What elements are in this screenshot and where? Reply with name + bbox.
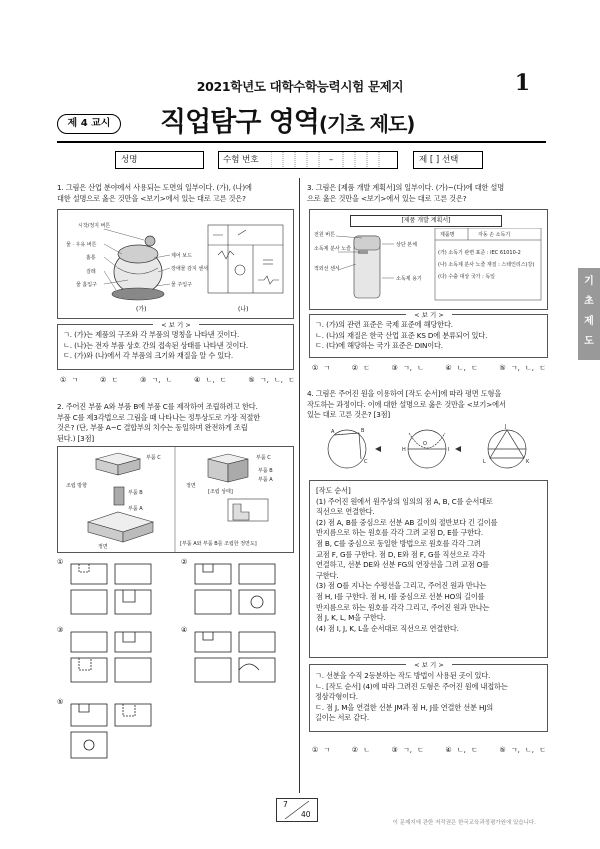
q2-choice-mark[interactable]: ② xyxy=(181,558,188,566)
q4-order-line: 직선으로 연결한다. xyxy=(316,507,375,517)
page-number: 1 xyxy=(514,70,530,96)
q2-choice-mark[interactable]: ④ xyxy=(181,626,188,634)
q3-figure-box xyxy=(309,209,548,310)
circuit-diagram xyxy=(208,225,283,293)
q3-table-row: (나) 소독제 분사 노즐 재질 : 스테인리스(강) xyxy=(438,262,535,268)
svg-text:H: H xyxy=(402,447,406,453)
q1-bogi-item: ㄴ. (나)는 전자 부품 상호 간의 접속된 상태를 나타낸 것이다. xyxy=(63,340,249,350)
q1-fig-label: 물 흡입구 xyxy=(76,282,97,288)
q4-order-line: 구한다. xyxy=(316,570,339,580)
name-label: 성명 xyxy=(121,155,138,165)
svg-text:C: C xyxy=(364,459,368,465)
q4-order-line: 점 B, C를 중심으로 동일한 방법으로 원호를 각각 그려 xyxy=(316,538,481,548)
header-rule xyxy=(57,141,546,143)
q2-choice-4-drawing[interactable] xyxy=(193,630,281,684)
q1-fig-label: 홈통 xyxy=(86,255,96,261)
q4-order-line: 교점 F, G를 구한다. 점 D, E와 점 F, G를 직선으로 각각 xyxy=(316,549,486,559)
q4-option[interactable]: ② ㄴ xyxy=(351,746,370,754)
q2-fig-label: [부품 A와 부품 B를 조립한 정면도] xyxy=(180,541,257,547)
selection-field[interactable] xyxy=(413,151,483,169)
q4-construction-figure xyxy=(309,423,546,475)
subject-title xyxy=(160,100,414,139)
copyright-notice: 이 문제지에 관한 저작권은 한국교육과정평가원에 있습니다. xyxy=(392,820,536,826)
q1-option[interactable]: ⑤ ㄱ, ㄴ, ㄷ xyxy=(248,376,295,384)
q1-bogi-box xyxy=(57,321,294,370)
q3-table-row: (다) 수출 대상 국가 : 독일 xyxy=(438,274,496,280)
q3-options xyxy=(312,363,546,373)
q4-stem-line: 4. 그림은 주어진 원을 이용하여 [작도 순서]에 따라 평면 도형을 xyxy=(307,389,502,398)
q3-stem-line: 3. 그림은 [제품 개발 계획서]의 일부이다. (가)~(다)에 대한 설명 xyxy=(307,183,505,192)
q1-bogi-item: ㄱ. (가)는 제품의 구조와 각 부품의 명칭을 나타낸 것이다. xyxy=(63,330,240,339)
q2-choice-3-drawing[interactable] xyxy=(69,630,157,684)
q4-bogi-item: ㄱ. 선분을 수직 2등분하는 작도 방법이 사용된 곳이 있다. xyxy=(315,671,491,680)
q3-bogi-box xyxy=(309,311,548,358)
footer-page-total: 40 xyxy=(301,810,311,819)
footer-page-current: 7 xyxy=(283,800,288,809)
q2-fig-label: 정면 xyxy=(98,544,108,550)
exploded-parts-drawing xyxy=(88,453,153,542)
q1-fig-label: 물 주입구 xyxy=(171,282,192,288)
q4-stem-line: 있는 대로 고른 것은? [3점] xyxy=(307,410,391,420)
q3-table-header: 제품명 xyxy=(440,232,455,238)
q4-order-title: [작도 순서] xyxy=(316,486,351,495)
svg-text:I: I xyxy=(448,447,450,453)
q1-bogi-list xyxy=(63,330,291,362)
q4-option[interactable]: ① ㄱ xyxy=(312,746,331,754)
q1-options xyxy=(60,375,295,385)
side-tab-char: 도 xyxy=(584,336,594,347)
q3-fig-label: 전원 버튼 xyxy=(314,232,335,238)
q3-plan-title: [제품 개발 계획서] xyxy=(350,215,502,227)
q4-bogi-item: 길이는 서로 같다. xyxy=(315,713,369,723)
q2-figure xyxy=(58,447,293,552)
subject-name: 직업탐구 영역 xyxy=(160,107,319,138)
q4-order-line: (1) 주어진 원에서 원주상의 임의의 점 A, B, C를 순서대로 xyxy=(316,496,493,506)
side-tab-char: 기 xyxy=(584,276,594,287)
q2-choice-1-drawing[interactable] xyxy=(69,562,157,616)
q2-fig-label: 부품 C xyxy=(146,455,161,461)
q4-order-line: (2) 점 A, B를 중심으로 선분 AB 길이의 절반보다 긴 길이를 xyxy=(316,517,498,527)
q2-figure-box xyxy=(57,446,294,553)
q2-stem-line: 된다.) [3점] xyxy=(57,433,95,443)
exam-number-label: 수험 번호 xyxy=(223,155,259,165)
q1-bogi-title: < 보 기 > xyxy=(153,320,199,329)
column-divider xyxy=(299,178,300,793)
q1-label-ga: (가) xyxy=(136,306,147,313)
q3-fig-label: 적외선 센서 xyxy=(314,266,340,272)
q2-fig-label: 정면 xyxy=(186,483,196,489)
assembled-parts-drawing xyxy=(208,454,268,521)
q4-bogi-title: < 보 기 > xyxy=(406,660,452,669)
q4-order-box xyxy=(309,480,548,658)
q3-bogi-list xyxy=(315,320,545,352)
q4-order-line: 반지름으로 하는 원호를 각각 그리고, 주어진 원과 만나는 xyxy=(316,602,490,612)
q2-choice-mark[interactable]: ③ xyxy=(57,626,64,634)
q1-figure-box xyxy=(57,209,294,319)
side-tab-char: 제 xyxy=(584,316,594,327)
q1-bogi-item: ㄷ. (가)와 (나)에서 각 부품의 크기와 재질을 알 수 있다. xyxy=(63,351,233,361)
q4-bogi-item: ㄴ. [작도 순서] (4)에 따라 그려진 도형은 주어진 원에 내접하는 xyxy=(315,681,508,691)
q3-bogi-item: ㄱ. (가)의 관련 표준은 국제 표준에 해당한다. xyxy=(315,320,453,329)
q4-order-line: 연결하고, 선분 DE와 선분 FG의 연장선을 그려 교점 O를 xyxy=(316,560,489,570)
q3-bogi-item: ㄷ. (다)에 해당하는 국가 표준은 DIN이다. xyxy=(315,341,443,351)
q3-bogi-title: < 보 기 > xyxy=(406,310,452,319)
q2-stem-line: 2. 주어진 부품 A와 부품 B에 부품 C를 제작하여 조립하려고 한다. xyxy=(57,402,258,411)
q1-stem-line: 대한 설명으로 옳은 것만을 <보기>에서 있는 대로 고른 것은? xyxy=(57,193,246,203)
q1-stem xyxy=(57,183,293,204)
q4-order-line: 점 J, K, L, M을 구한다. xyxy=(316,613,386,623)
q1-figure xyxy=(58,210,293,318)
q3-figure xyxy=(310,228,547,308)
q1-fig-label: 장애물 감지 센서 xyxy=(171,266,208,272)
svg-text:L: L xyxy=(483,459,486,465)
q1-option[interactable]: ④ ㄴ, ㄷ xyxy=(194,376,227,384)
svg-text:J: J xyxy=(505,424,507,430)
q4-option[interactable]: ⑤ ㄱ, ㄴ, ㄷ xyxy=(499,746,546,754)
q1-option[interactable]: ① ㄱ xyxy=(60,376,79,384)
q4-stem xyxy=(307,389,547,421)
q2-stem-line: 부품 C를 제3각법으로 그림을 때 나타나는 정투상도로 가장 적절한 xyxy=(57,412,260,422)
q2-fig-label: 조립 방향 xyxy=(66,483,87,489)
q3-stem-line: 으로 옳은 것만을 <보기>에서 있는 대로 고른 것은? xyxy=(307,193,467,203)
q4-order-line: 반지름으로 하는 원호를 각각 그려 교점 D, E를 구한다. xyxy=(316,528,483,538)
q4-order-line: 점 H, I를 구한다. 점 H, I를 중심으로 선분 HO의 길이를 xyxy=(316,591,485,601)
q3-fig-label: 소독제 용기 xyxy=(396,276,422,282)
q3-table-row: (가) 소독기 관련 표준 : IEC 61010-2 xyxy=(438,250,521,256)
q4-option[interactable]: ③ ㄱ, ㄷ xyxy=(391,746,424,754)
q3-fig-label: 상단 본체 xyxy=(396,242,417,248)
q2-fig-label: 부품 A xyxy=(128,506,143,512)
q4-order-line: (3) 점 O를 지나는 수평선을 그리고, 주어진 원과 만나는 xyxy=(316,581,487,591)
q3-option[interactable]: ④ ㄴ, ㄷ xyxy=(445,364,478,372)
q2-choice-2-drawing[interactable] xyxy=(193,562,281,616)
q1-option[interactable]: ② ㄷ xyxy=(99,376,119,384)
svg-text:A: A xyxy=(331,429,335,435)
side-tab-char: 초 xyxy=(584,296,594,307)
q4-bogi-box xyxy=(309,661,548,732)
q3-option[interactable]: ② ㄷ xyxy=(351,364,370,372)
exam-number-dash: – xyxy=(329,155,334,165)
q3-option[interactable]: ① ㄱ xyxy=(312,364,331,372)
q4-bogi-list xyxy=(315,671,545,724)
q2-stem xyxy=(57,402,293,444)
subject-subtitle: (기초 제도) xyxy=(318,112,415,136)
q1-option[interactable]: ③ ㄱ, ㄴ xyxy=(139,376,173,384)
q2-stem-line: 것은? (단, 부품 A~C 결합부의 치수는 동일하며 완전하게 조립 xyxy=(57,423,248,433)
subject-side-tab xyxy=(578,268,600,360)
q2-choice-mark[interactable]: ① xyxy=(57,558,64,566)
q1-fig-label: 시작/정지 버튼 xyxy=(78,223,111,229)
q3-fig-label: 소독제 분사 노즐 xyxy=(314,246,351,252)
q4-bogi-item: ㄷ. 점 J, M을 연결한 선분 JM과 점 H, J를 연결한 선분 HJ의 xyxy=(315,702,493,712)
q2-fig-label: 부품 B xyxy=(258,468,273,474)
period-badge: 제 4 교시 xyxy=(57,114,121,134)
mop-robot-drawing xyxy=(104,229,170,300)
q1-fig-label: 물 · 우유 버튼 xyxy=(66,242,97,248)
q1-fig-label: 걸레 xyxy=(86,269,96,275)
svg-text:O: O xyxy=(423,441,427,447)
footer-page-counter xyxy=(276,798,318,822)
q2-choice-5-drawing[interactable] xyxy=(69,702,157,760)
q2-choices xyxy=(57,558,293,784)
exam-title: 2021학년도 대학수학능력시험 문제지 xyxy=(196,79,404,94)
q1-fig-label: 제어 보드 xyxy=(171,253,192,259)
svg-text:B: B xyxy=(361,428,365,434)
svg-text:K: K xyxy=(526,459,530,465)
q4-bogi-item: 정삼각형이다. xyxy=(315,692,358,702)
q3-option[interactable]: ⑤ ㄱ, ㄴ, ㄷ xyxy=(499,364,546,372)
q4-options xyxy=(312,745,546,755)
q2-choice-mark[interactable]: ⑤ xyxy=(57,698,64,706)
q4-option[interactable]: ④ ㄴ, ㄷ xyxy=(445,746,478,754)
q2-fig-label: 부품 C xyxy=(256,455,271,461)
q2-fig-label: [조립 상태] xyxy=(208,489,233,495)
q4-order-list xyxy=(316,486,544,634)
q3-bogi-item: ㄴ. (나)의 재질은 한국 산업 표준 KS D에 분류되어 있다. xyxy=(315,330,488,340)
exam-number-field[interactable] xyxy=(218,151,398,169)
q2-fig-label: 부품 B xyxy=(128,490,143,496)
q1-label-na: (나) xyxy=(238,306,249,313)
q2-fig-label: 부품 A xyxy=(258,477,273,483)
q4-order-line: (4) 점 I, J, K, L을 순서대로 직선으로 연결한다. xyxy=(316,623,459,633)
q3-option[interactable]: ③ ㄱ, ㄴ xyxy=(391,364,424,372)
name-field[interactable] xyxy=(115,151,204,169)
q3-table-header: 자동 손 소독기 xyxy=(478,232,511,238)
exam-number-grid xyxy=(271,152,397,168)
q4-stem-line: 작도하는 과정이다. 이에 대한 설명으로 옳은 것만을 <보기>에서 xyxy=(307,399,506,409)
q1-stem-line: 1. 그림은 산업 분야에서 사용되는 도면의 일부이다. (가), (나)에 xyxy=(57,183,252,192)
q3-stem xyxy=(307,183,547,204)
selection-label: 제 [ ] 선택 xyxy=(419,155,459,165)
